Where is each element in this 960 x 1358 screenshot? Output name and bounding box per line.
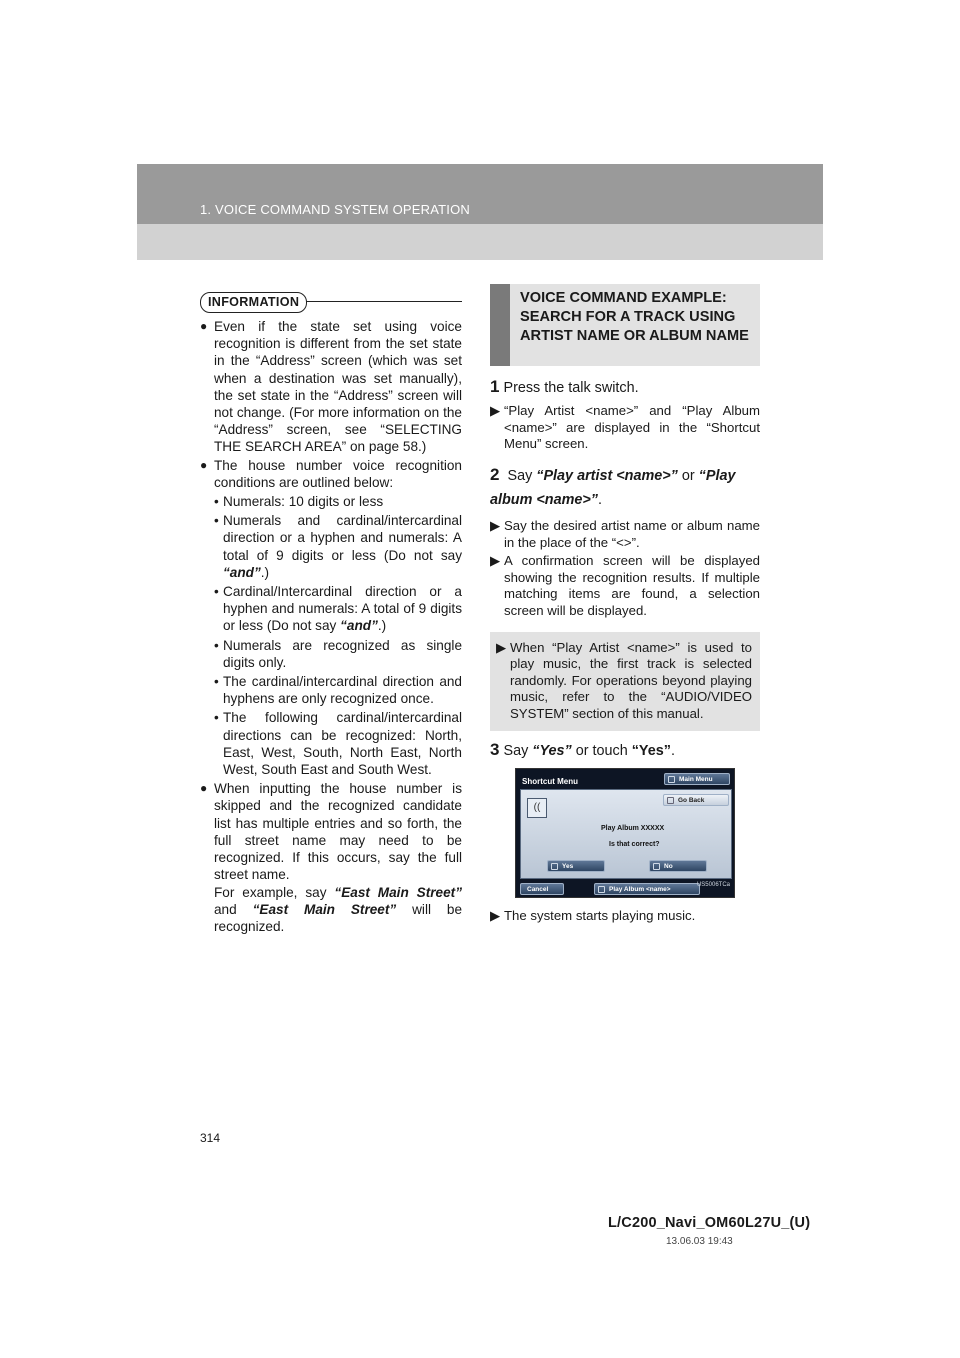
step-note (490, 908, 760, 925)
info-subitem (200, 637, 462, 671)
note-item (496, 640, 752, 723)
info-subitem-text: Numerals and cardinal/intercardinal direction or a hyphen and numerals: A total of 9 digits or less (Do not say “and”.) (223, 513, 462, 580)
info-item (200, 318, 462, 456)
go-back-button[interactable]: Go Back (663, 794, 729, 806)
arrow-bullet-icon: ▶ (490, 553, 501, 569)
info-item-text: Even if the state set using voice recognition is different from the set state in the “Address” screen (which was set when a destination was set manually), the set state in the “Address” screen will not change. (For more information on the “Address” screen, see “SELECTING THE SEARCH AREA” on page 58.) (214, 319, 462, 455)
yes-button[interactable]: Yes (547, 860, 605, 872)
step-text: Say “Yes” or touch “Yes”. (503, 742, 675, 759)
speaker-icon (598, 886, 605, 893)
bullet-dot-icon: ● (200, 319, 208, 333)
information-header (200, 292, 462, 312)
step-note (490, 403, 760, 453)
step-number: 1 (490, 377, 500, 396)
info-subitem (200, 583, 462, 635)
bullet-dot-icon: ● (200, 457, 208, 472)
cancel-button[interactable]: Cancel (520, 883, 564, 895)
info-subitem-text: The following cardinal/intercardinal directions can be recognized: North, East, West, South, North East, North West, South East and South West. (223, 710, 462, 778)
step-text: Press the talk switch. (503, 380, 639, 396)
speaker-icon (667, 797, 674, 804)
play-album-item[interactable]: Play Album <name> (594, 883, 700, 895)
step-1 (490, 378, 760, 397)
step-note (490, 553, 760, 619)
info-item (200, 780, 462, 935)
bullet-dot-icon: ● (200, 781, 208, 796)
note-text: When “Play Artist <name>” is used to play music, the first track is selected randomly. For operations beyond playing music, refer to the “AUDIO/VIDEO SYSTEM” section of this manual. (510, 639, 752, 721)
section-header-title: 1. VOICE COMMAND SYSTEM OPERATION (200, 202, 471, 217)
arrow-bullet-icon: ▶ (490, 907, 501, 923)
step-note-text: Say the desired artist name or album name in the place of the “<>”. (504, 517, 760, 550)
sub-bullet-icon: • (214, 513, 219, 529)
main-menu-button[interactable]: Main Menu (664, 773, 730, 785)
arrow-bullet-icon: ▶ (490, 517, 501, 533)
speaker-icon (551, 863, 558, 870)
speaker-icon (653, 863, 660, 870)
image-code: US5006TCa (696, 881, 730, 888)
note-box (490, 632, 760, 731)
step-text: Say “Play artist <name>” or “Play album <name>”. (490, 467, 736, 508)
voice-recognition-icon: (( (527, 798, 547, 818)
info-subitem (200, 512, 462, 581)
step-2 (490, 463, 760, 512)
info-item-text: When inputting the house number is skipped and the recognized candidate list has multiple entries and so forth, the full street name may need to be recognized. If this occurs, say the full street name. For example, say “East Main Street” and “East Main Street” will be recognized. (214, 781, 462, 934)
step-number: 2 (490, 464, 500, 484)
info-subitem-text: Numerals: 10 digits or less (223, 494, 384, 510)
sub-bullet-icon: • (214, 710, 219, 726)
info-item (200, 457, 462, 491)
confirm-question: Is that correct? (609, 840, 660, 848)
information-column (200, 292, 462, 936)
speaker-icon (668, 776, 675, 783)
sub-bullet-icon: • (214, 637, 219, 653)
info-subitem-text: The cardinal/intercardinal direction and hyphens are only recognized once. (223, 674, 462, 707)
screen-title: Shortcut Menu (522, 776, 578, 786)
arrow-bullet-icon: ▶ (496, 639, 507, 655)
shortcut-menu-screenshot (515, 768, 735, 898)
confirmation-dialog (520, 789, 732, 879)
no-button[interactable]: No (649, 860, 707, 872)
document-id: L/C200_Navi_OM60L27U_(U) (608, 1215, 811, 1231)
step-number: 3 (490, 739, 500, 759)
document-timestamp: 13.06.03 19:43 (666, 1236, 733, 1247)
info-subitem (200, 493, 462, 510)
step-note (490, 518, 760, 551)
information-badge: INFORMATION (200, 292, 307, 313)
header-subband (137, 224, 823, 260)
info-subitem (200, 709, 462, 778)
album-line: Play Album XXXXX (601, 824, 665, 832)
sub-bullet-icon: • (214, 494, 219, 510)
page-number: 314 (200, 1131, 221, 1145)
step-note-text: “Play Artist <name>” and “Play Album <name>” are displayed in the “Shortcut Menu” screen. (504, 403, 760, 452)
info-subitem-text: Cardinal/Intercardinal direction or a hyphen and numerals: A total of 9 digits or less (Do not say “and”.) (223, 584, 462, 634)
procedure-column (490, 284, 760, 926)
info-item-text: The house number voice recognition conditions are outlined below: (214, 457, 462, 490)
section-heading-box (490, 284, 760, 366)
step-note-text: A confirmation screen will be displayed showing the recognition results. If multiple matching items are found, a selection screen will be displayed. (504, 553, 760, 618)
info-subitem-text: Numerals are recognized as single digits only. (223, 637, 462, 670)
sub-bullet-icon: • (214, 674, 219, 690)
sub-bullet-icon: • (214, 584, 219, 600)
section-heading: VOICE COMMAND EXAMPLE: SEARCH FOR A TRACK USING ARTIST NAME OR ALBUM NAME (520, 290, 749, 344)
info-subitem (200, 673, 462, 707)
arrow-bullet-icon: ▶ (490, 403, 501, 419)
step-note-text: The system starts playing music. (504, 907, 696, 923)
section-heading-bar (490, 284, 510, 366)
step-3 (490, 741, 760, 760)
